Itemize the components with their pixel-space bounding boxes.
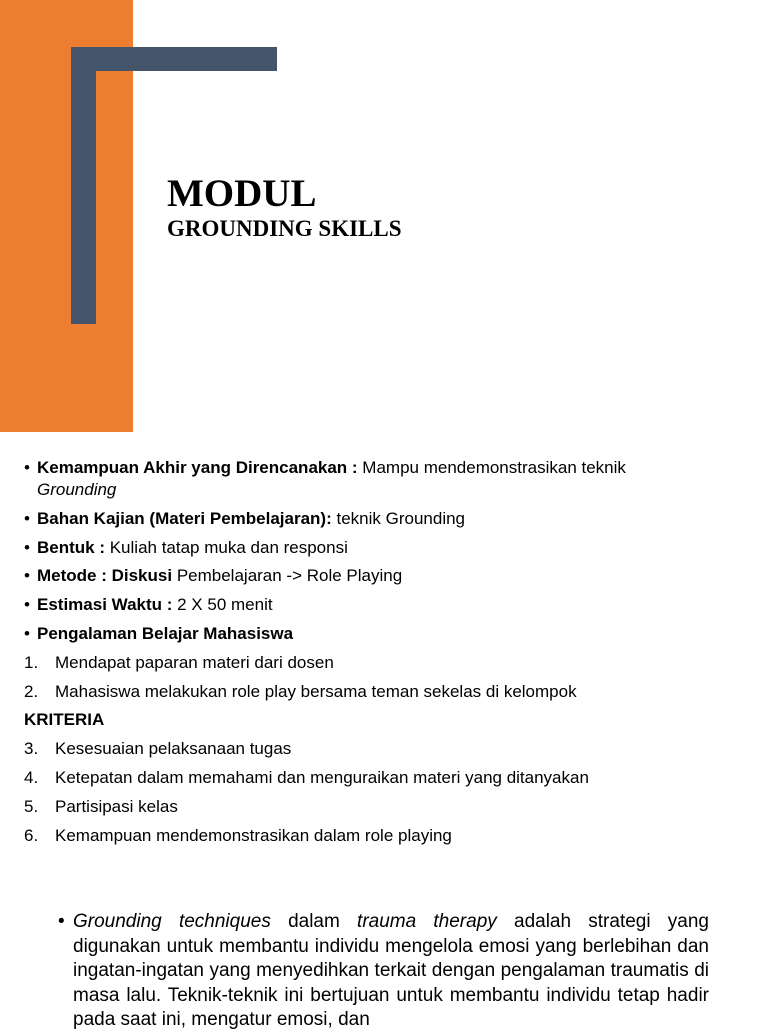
bullet-label: Pengalaman Belajar Mahasiswa [37, 623, 294, 643]
bullet-label: Estimasi Waktu : [37, 595, 173, 615]
list-text: Mahasiswa melakukan role play bersama teman sekelas di kelompok [55, 681, 577, 701]
list-text: Mendapat paparan materi dari dosen [55, 652, 334, 672]
bullet-metode [24, 565, 744, 587]
list-item-experience [24, 652, 744, 674]
bullet-label: Kemampuan Akhir yang Direncanakan : [37, 458, 358, 477]
slate-accent-bar-vertical [71, 47, 96, 324]
list-number: 5. [24, 796, 39, 816]
bullet-label: Metode : Diskusi [37, 566, 173, 586]
list-text: Kemampuan mendemonstrasikan dalam role playing [55, 825, 452, 845]
list-number: 2. [24, 681, 39, 701]
list-item-criteria [24, 738, 744, 760]
list-text: Partisipasi kelas [55, 796, 178, 816]
bullet-italic-term: Grounding [37, 480, 117, 499]
module-subtitle: GROUNDING SKILLS [167, 216, 402, 241]
list-item-criteria [24, 796, 744, 818]
bullet-text: Kuliah tatap muka dan responsi [105, 537, 348, 557]
list-number: 4. [24, 767, 39, 787]
list-item-criteria [24, 825, 744, 847]
bullet-kemampuan-akhir [24, 457, 744, 501]
list-item-experience [24, 681, 744, 703]
list-number: 6. [24, 825, 39, 845]
list-number: 1. [24, 652, 39, 672]
list-text: Ketepatan dalam memahami dan menguraikan materi yang ditanyakan [55, 767, 589, 787]
bullet-text: teknik Grounding [331, 508, 466, 528]
bullet-bentuk [24, 537, 744, 559]
paragraph-text: dalam [270, 911, 358, 932]
bullet-text: Pembelajaran -> Role Playing [172, 566, 403, 586]
module-title: MODUL [167, 172, 317, 215]
bullet-estimasi-waktu [24, 594, 744, 616]
term-grounding-techniques: Grounding techniques [73, 911, 271, 932]
term-trauma-therapy: trauma therapy [357, 911, 497, 932]
list-text: Kesesuaian pelaksanaan tugas [55, 739, 292, 759]
slate-accent-bar-horizontal [71, 47, 277, 71]
bullet-bahan-kajian [24, 508, 744, 530]
criteria-heading: KRITERIA [24, 710, 105, 730]
list-number: 3. [24, 739, 39, 759]
bullet-text: Mampu mendemonstrasikan teknik [357, 458, 626, 477]
bullet-pengalaman-belajar [24, 623, 744, 645]
bullet-text: 2 X 50 menit [172, 595, 273, 615]
module-content [24, 457, 744, 853]
bullet-label: Bentuk : [37, 537, 105, 557]
list-item-criteria [24, 767, 744, 789]
bullet-label: Bahan Kajian (Materi Pembelajaran): [37, 508, 332, 528]
paragraph-text: adalah strategi yang digunakan untuk membantu individu mengelola emosi yang berlebihan dan ingatan-ingatan yang menyedihkan terkait dengan pengalaman traumatis di masa lalu. Teknik-teknik ini bertujuan untuk membantu individu tetap hadir pada saat ini, mengatur emosi, dan [73, 911, 709, 1030]
grounding-description-paragraph [58, 910, 709, 1033]
